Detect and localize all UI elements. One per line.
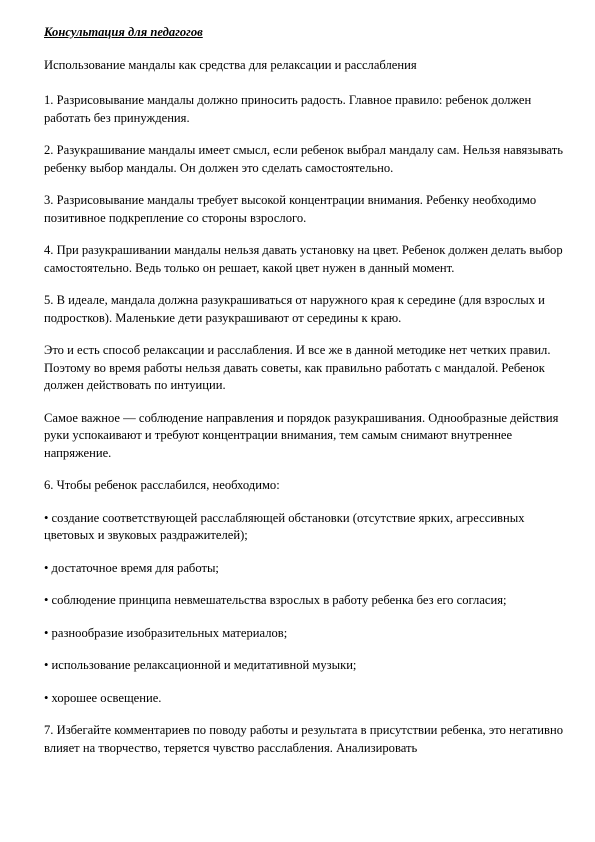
bullet-materials: • разнообразие изобразительных материалов;	[44, 625, 288, 640]
paragraph-most-important: Самое важное — соблюдение направления и порядок разукрашивания. Однообразные действия руки успокаивают и требуют концентрации внимания, тем самым снимают внутреннее напряжение.	[44, 410, 559, 460]
bullet-non-interference: • соблюдение принципа невмешательства взрослых в работу ребенка без его согласия;	[44, 593, 507, 607]
bullet-music: • использование релаксационной и медитативной музыки;	[44, 658, 357, 672]
document-body	[44, 24, 564, 772]
bullet-lighting: • хорошее освещение.	[44, 690, 162, 705]
paragraph-rule-1: 1. Разрисовывание мандалы должно приносить радость. Главное правило: ребенок должен работать без принуждения.	[44, 93, 532, 125]
document-title: Консультация для педагогов	[44, 25, 203, 39]
paragraph-rule-6: 6. Чтобы ребенок расслабился, необходимо:	[44, 478, 280, 492]
paragraph-rule-3: 3. Разрисовывание мандалы требует высокой концентрации внимания. Ребенку необходимо позитивное подкрепление со стороны взрослого.	[44, 193, 537, 225]
paragraph-relaxation-method: Это и есть способ релаксации и расслабления. И все же в данной методике нет четких правил. Поэтому во время работы нельзя давать советы, как правильно работать с мандалой. Ребенок должен действовать по интуиции.	[44, 343, 551, 392]
paragraph-rule-2: 2. Разукрашивание мандалы имеет смысл, если ребенок выбрал мандалу сам. Нельзя навязывать ребенку выбор мандалы. Он должен это сделать самостоятельно.	[44, 143, 564, 175]
document-subtitle: Использование мандалы как средства для релаксации и расслабления	[44, 57, 417, 72]
bullet-enough-time: • достаточное время для работы;	[44, 560, 219, 575]
paragraph-rule-5: 5. В идеале, мандала должна разукрашиваться от наружного края к середине (для взрослых и подростков). Маленькие дети разукрашивают от середины к краю.	[44, 293, 545, 325]
paragraph-rule-4: 4. При разукрашивании мандалы нельзя давать установку на цвет. Ребенок должен делать выбор самостоятельно. Ведь только он решает, какой цвет нужен в данный момент.	[44, 243, 563, 275]
bullet-calm-environment: • создание соответствующей расслабляющей обстановки (отсутствие ярких, агрессивных цветовых и звуковых раздражителей);	[44, 510, 525, 542]
paragraph-rule-7: 7. Избегайте комментариев по поводу работы и результата в присутствии ребенка, это негативно влияет на творчество, теряется чувство расслабления. Анализировать	[44, 723, 564, 755]
